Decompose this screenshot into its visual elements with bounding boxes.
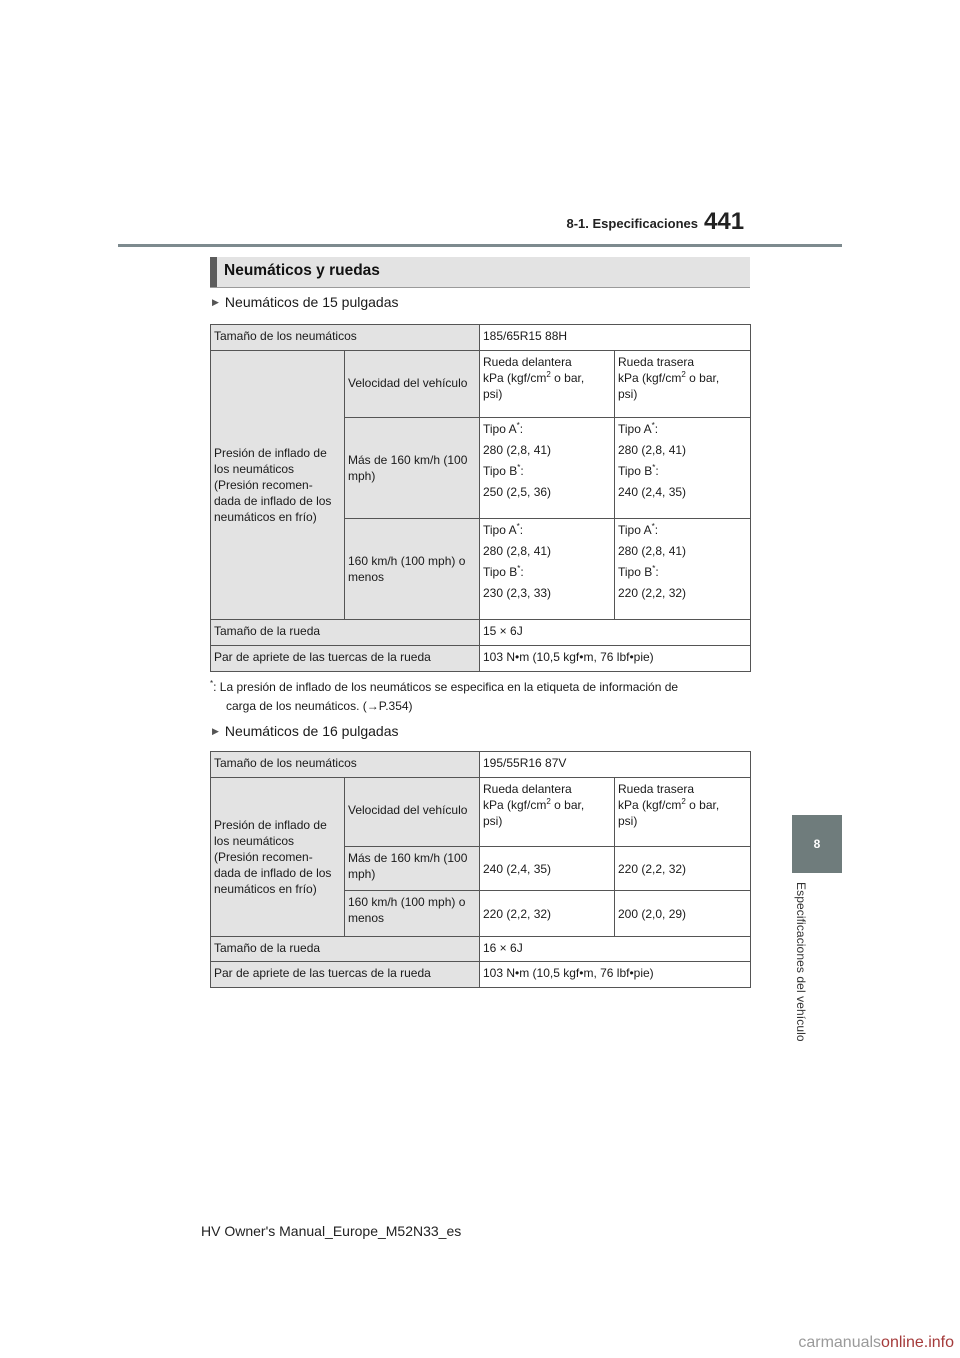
front-pressure-slow: 220 (2,2, 32) bbox=[480, 891, 615, 937]
table-row bbox=[211, 351, 751, 418]
table-row bbox=[211, 962, 751, 988]
tire-table-15 bbox=[210, 324, 751, 672]
tire-table-16 bbox=[210, 751, 751, 988]
wheel-size-label: Tamaño de la rueda bbox=[211, 620, 480, 646]
header-section-title: 8-1. Especificaciones bbox=[566, 216, 698, 231]
subsection-16-label: Neumáticos de 16 pulgadas bbox=[224, 723, 399, 739]
rear-wheel-header: Rueda trasera kPa ($kgf/cm^2$ o bar, psi) bbox=[615, 351, 751, 418]
front-pressure-slow: Tipo A*: 280 (2,8, 41) Tipo B*: 230 (2,3, 33) bbox=[480, 519, 615, 620]
table-row bbox=[211, 620, 751, 646]
table-row bbox=[211, 646, 751, 672]
speed-over-160: Más de 160 km/h (100 mph) bbox=[345, 418, 480, 519]
speed-label: Velocidad del vehículo bbox=[345, 351, 480, 418]
speed-over-160: Más de 160 km/h (100 mph) bbox=[345, 847, 480, 891]
triangle-bullet-icon: ▶ bbox=[212, 725, 219, 736]
section-heading-text: Neumáticos y ruedas bbox=[224, 262, 380, 279]
chapter-label: Especificaciones del vehículo bbox=[794, 882, 808, 1042]
pressure-label: Presión de inflado de los neumáticos (Presión recomen- dada de inflado de los neumáticos en frío) bbox=[211, 351, 345, 620]
speed-under-160: 160 km/h (100 mph) o menos bbox=[345, 519, 480, 620]
footnote-line-2[interactable]: carga de los neumáticos. (→P.354) bbox=[226, 699, 413, 713]
footnote bbox=[210, 678, 750, 716]
wheel-size-value: 15 × 6J bbox=[480, 620, 751, 646]
section-heading-bar bbox=[210, 257, 217, 287]
rear-pressure-fast: 220 (2,2, 32) bbox=[615, 847, 751, 891]
rear-pressure-slow: Tipo A*: 280 (2,8, 41) Tipo B*: 220 (2,2, 32) bbox=[615, 519, 751, 620]
front-wheel-header: Rueda delantera kPa ($kgf/cm^2$ o bar, psi) bbox=[480, 778, 615, 847]
footnote-marker: * bbox=[210, 679, 214, 688]
torque-value: 103 N•m (10,5 kgf•m, 76 lbf•pie) bbox=[480, 646, 751, 672]
section-heading bbox=[210, 257, 750, 288]
speed-label: Velocidad del vehículo bbox=[345, 778, 480, 847]
tire-size-label: Tamaño de los neumáticos bbox=[211, 325, 480, 351]
footnote-line-1: : La presión de inflado de los neumáticos se especifica en la etiqueta de información de bbox=[213, 680, 679, 694]
chapter-number: 8 bbox=[813, 837, 821, 851]
tire-size-value: 185/65R15 88H bbox=[480, 325, 751, 351]
table-row bbox=[211, 752, 751, 778]
subsection-15-inch bbox=[212, 294, 398, 310]
torque-label: Par de apriete de las tuercas de la rueda bbox=[211, 646, 480, 672]
pressure-label: Presión de inflado de los neumáticos (Presión recomen- dada de inflado de los neumáticos en frío) bbox=[211, 778, 345, 937]
chapter-tab[interactable] bbox=[792, 815, 842, 873]
table-row bbox=[211, 325, 751, 351]
watermark: carmanualsonline.info bbox=[798, 1334, 954, 1351]
tire-size-label: Tamaño de los neumáticos bbox=[211, 752, 480, 778]
rear-pressure-slow: 200 (2,0, 29) bbox=[615, 891, 751, 937]
manual-footer: HV Owner's Manual_Europe_M52N33_es bbox=[201, 1223, 462, 1239]
rear-pressure-fast: Tipo A*: 280 (2,8, 41) Tipo B*: 240 (2,4, 35) bbox=[615, 418, 751, 519]
table-row bbox=[211, 937, 751, 962]
subsection-15-label: Neumáticos de 15 pulgadas bbox=[224, 294, 399, 310]
front-pressure-fast: Tipo A*: 280 (2,8, 41) Tipo B*: 250 (2,5, 36) bbox=[480, 418, 615, 519]
speed-under-160: 160 km/h (100 mph) o menos bbox=[345, 891, 480, 937]
wheel-size-label: Tamaño de la rueda bbox=[211, 937, 480, 962]
front-pressure-fast: 240 (2,4, 35) bbox=[480, 847, 615, 891]
page-number: 441 bbox=[704, 208, 745, 235]
header-divider bbox=[118, 244, 842, 247]
tire-size-value: 195/55R16 87V bbox=[480, 752, 751, 778]
subsection-16-inch bbox=[212, 723, 398, 739]
front-wheel-header: Rueda delantera kPa ($kgf/cm^2$ o bar, psi) bbox=[480, 351, 615, 418]
rear-wheel-header: Rueda trasera kPa ($kgf/cm^2$ o bar, psi) bbox=[615, 778, 751, 847]
table-row bbox=[211, 778, 751, 847]
torque-label: Par de apriete de las tuercas de la rueda bbox=[211, 962, 480, 988]
wheel-size-value: 16 × 6J bbox=[480, 937, 751, 962]
torque-value: 103 N•m (10,5 kgf•m, 76 lbf•pie) bbox=[480, 962, 751, 988]
triangle-bullet-icon: ▶ bbox=[212, 296, 219, 307]
